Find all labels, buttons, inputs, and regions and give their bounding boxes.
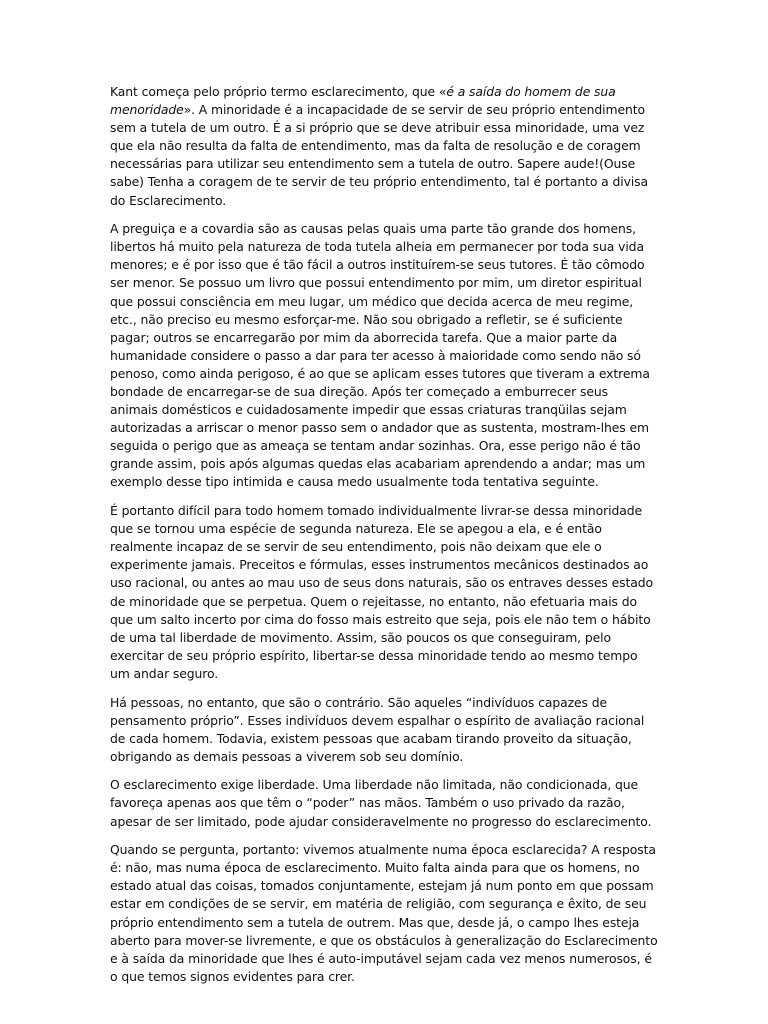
paragraph-1 <box>110 83 658 210</box>
document-page <box>110 83 658 996</box>
paragraph-1-rest: ». A minoridade é a incapacidade de se servir de seu próprio entendimento sem a tutela de um outro. É a si próprio que se deve atribuir essa minoridade, uma vez que ela não resulta da falta de entendimento, mas da falta de resolução e de coragem necessárias para utilizar seu entendimento sem a tutela de outro. Sapere aude!(Ouse sabe) Tenha a coragem de te servir de teu próprio entendimento, tal é portanto a divisa do Esclarecimento. <box>110 102 649 208</box>
paragraph-5: O esclarecimento exige liberdade. Uma liberdade não limitada, não condicionada, que favoreça apenas aos que têm o “poder” nas mãos. Também o uso privado da razão, apesar de ser limitado, pode ajudar consideravelmente no progresso do esclarecimento. <box>110 777 652 829</box>
paragraph-2: A preguiça e a covardia são as causas pelas quais uma parte tão grande dos homens, libertos há muito pela natureza de toda tutela alheia em permanecer por toda sua vida menores; e é por isso que é tão fácil a outros instituírem-se seus tutores. É tão cômodo ser menor. Se possuo um livro que possui entendimento por mim, um diretor espiritual que possui consciência em meu lugar, um médico que decida acerca de meu regime, etc., não preciso eu mesmo esforçar-me. Não sou obrigado a refletir, se é suficiente pagar; outros se encarregarão por mim da aborrecida tarefa. Que a maior parte da humanidade considere o passo a dar para ter acesso à maioridade como sendo não só penoso, como ainda perigoso, é ao que se aplicam esses tutores que tiveram a extrema bondade de encarregar-se de sua direção. Após ter começado a emburrecer seus animais domésticos e cuidadosamente impedir que essas criaturas tranqüilas sejam autorizadas a arriscar o menor passo sem o andador que as sustenta, mostram-lhes em seguida o perigo que as ameaça se tentam andar sozinhas. Ora, esse perigo não é tão grande assim, pois após algumas quedas elas acabariam aprendendo a andar; mas um exemplo desse tipo intimida e causa medo usualmente toda tentativa seguinte. <box>110 221 650 490</box>
paragraph-3: É portanto difícil para todo homem tomado individualmente livrar-se dessa minoridade que se tornou uma espécie de segunda natureza. Ele se apegou a ela, e é então realmente incapaz de se servir de seu entendimento, pois não deixam que ele o experimente jamais. Preceitos e fórmulas, esses instrumentos mecânicos destinados ao uso racional, ou antes ao mau uso de seus dons naturais, são os entraves desses estado de minoridade que se perpetua. Quem o rejeitasse, no entanto, não efetuaria mais do que um salto incerto por cima do fosso mais estreito que seja, pois ele não tem o hábito de uma tal liberdade de movimento. Assim, são poucos os que conseguiram, pelo exercitar de seu próprio espírito, libertar-se dessa minoridade tendo ao mesmo tempo um andar seguro. <box>110 503 653 681</box>
paragraph-1-lead: Kant começa pelo próprio termo esclarecimento, que « <box>110 84 447 99</box>
paragraph-4: Há pessoas, no entanto, que são o contrário. São aqueles “indivíduos capazes de pensamento próprio”. Esses indivíduos devem espalhar o espírito de avaliação racional de cada homem. Todavia, existem pessoas que acabam tirando proveito da situação, obrigando as demais pessoas a viverem sob seu domínio. <box>110 694 645 764</box>
paragraph-6: Quando se pergunta, portanto: vivemos atualmente numa época esclarecida? A resposta é: não, mas numa época de esclarecimento. Muito falta ainda para que os homens, no estado atual das coisas, tomados conjuntamente, estejam já num ponto em que possam estar em condições de se servir, em matéria de religião, com segurança e êxito, de seu próprio entendimento sem a tutela de outrem. Mas que, desde já, o campo lhes esteja aberto para mover-se livremente, e que os obstáculos à generalização do Esclarecimento e à saída da minoridade que lhes é auto-imputável sejam cada vez menos numerosos, é o que temos signos evidentes para crer. <box>110 842 658 984</box>
quote-italic: é a saída do homem de sua menoridade <box>110 84 616 118</box>
